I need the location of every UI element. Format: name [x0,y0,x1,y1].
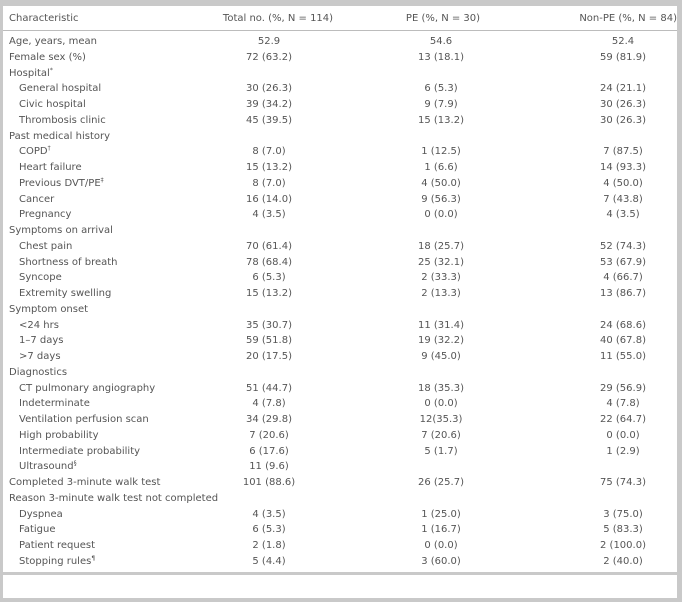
cell-total: 59 (51.8) [246,335,292,347]
cell-non-pe: 7 (43.8) [603,193,643,205]
table-row [3,349,677,365]
header-characteristic: Characteristic [9,13,79,24]
table-row [3,66,677,82]
cell-total: 72 (63.2) [246,51,292,63]
table-row [3,129,677,145]
row-label-text: Intermediate probability [19,445,141,457]
header-total: Total no. (%, N = 114) [222,13,334,24]
cell-pe: 3 (60.0) [421,555,461,567]
cell-total: 78 (68.4) [246,256,292,268]
footnote-marker: † [47,145,51,153]
row-label [19,97,86,113]
cell-pe: 11 (31.4) [418,319,464,331]
row-label [19,554,95,570]
row-label-text: Pregnancy [19,209,72,221]
cell-total: 7 (20.6) [249,429,289,441]
table-footer-divider [3,572,677,575]
cell-non-pe: 59 (81.9) [600,51,646,63]
cell-pe: 13 (18.1) [418,51,464,63]
row-label [19,176,104,192]
cell-pe: 18 (25.7) [418,240,464,252]
cell-pe: 9 (45.0) [421,351,461,362]
row-label-text: >7 days [19,351,61,362]
cell-pe: 18 (35.3) [418,382,464,394]
table-row [3,491,677,507]
cell-non-pe: 40 (67.8) [600,335,646,347]
header-pe: PE (%, N = 30) [405,13,481,24]
row-label-text: Heart failure [19,162,82,173]
row-label-text: Thrombosis clinic [19,114,106,126]
cell-total: 11 (9.6) [249,461,289,473]
cell-pe: 19 (32.2) [418,335,464,347]
table-header [3,6,677,31]
table-row [3,507,677,523]
cell-pe: 9 (56.3) [421,193,461,205]
row-label-text: Ultrasound [19,461,74,473]
footnote-marker: ¶ [91,554,96,562]
table-row [3,302,677,318]
row-label-text: Dyspnea [19,508,63,520]
row-label-text: CT pulmonary angiography [19,382,156,394]
cell-total: 39 (34.2) [246,99,292,110]
table-row [3,459,677,475]
row-label-text: Symptom onset [9,303,89,315]
row-label [19,255,118,271]
row-label [19,538,95,554]
row-label-text: Previous DVT/PE [19,177,101,189]
row-label [19,412,149,428]
row-label [9,223,113,239]
cell-total: 20 (17.5) [246,351,292,362]
cell-non-pe: 53 (67.9) [600,256,646,268]
cell-non-pe: 2 (100.0) [600,540,646,551]
cell-pe: 0 (0.0) [424,540,458,551]
row-label [19,428,99,444]
cell-non-pe: 24 (68.6) [600,319,646,331]
table-row [3,207,677,223]
cell-non-pe: 1 (2.9) [606,445,640,457]
cell-non-pe: 30 (26.3) [600,99,646,110]
cell-total: 4 (3.5) [252,508,286,520]
cell-non-pe: 2 (40.0) [603,555,643,567]
row-label [9,129,110,145]
row-label [9,491,218,507]
cell-total: 52.9 [257,36,281,47]
table-row [3,286,677,302]
cell-non-pe: 14 (93.3) [600,162,646,173]
table-row [3,192,677,208]
cell-total: 15 (13.2) [246,162,292,173]
row-label-text: Completed 3-minute walk test [9,477,161,488]
row-label-text: COPD [19,146,48,158]
row-label-text: Extremity swelling [19,288,112,299]
cell-pe: 1 (25.0) [421,508,461,520]
table-row [3,554,677,570]
table-row [3,81,677,97]
cell-non-pe: 11 (55.0) [600,351,646,362]
table-row [3,97,677,113]
cell-total: 5 (4.4) [252,555,286,567]
row-label [19,192,54,208]
table-row [3,396,677,412]
cell-total: 8 (7.0) [252,177,286,189]
cell-non-pe: 0 (0.0) [606,429,640,441]
cell-total: 70 (61.4) [246,240,292,252]
row-label [19,522,56,538]
row-label [19,239,72,255]
table-row [3,50,677,66]
row-label [19,144,51,160]
row-label-text: General hospital [19,83,102,95]
cell-pe: 25 (32.1) [418,256,464,268]
cell-pe: 9 (7.9) [424,99,458,110]
row-label-text: Patient request [19,540,96,551]
cell-total: 16 (14.0) [246,193,292,205]
cell-non-pe: 75 (74.3) [600,477,646,488]
row-label [19,507,63,523]
row-label [9,302,88,318]
cell-non-pe: 52.4 [611,36,635,47]
row-label [19,207,71,223]
row-label [19,270,62,286]
cell-total: 6 (5.3) [252,524,286,536]
row-label [19,318,59,334]
table-row [3,381,677,397]
table-row [3,475,677,491]
table-row [3,522,677,538]
row-label [19,160,82,176]
cell-pe: 6 (5.3) [424,83,458,95]
cell-pe: 12(35.3) [419,414,463,425]
row-label [19,396,90,412]
cell-pe: 1 (12.5) [421,146,461,158]
cell-non-pe: 52 (74.3) [600,240,646,252]
row-label-text: Female sex (%) [9,51,86,63]
cell-total: 6 (5.3) [252,272,286,284]
footnote-marker: ‡ [100,176,104,184]
cell-pe: 1 (16.7) [421,524,461,536]
row-label-text: Stopping rules [19,555,92,567]
table-row [3,160,677,176]
cell-non-pe: 7 (87.5) [603,146,643,158]
row-label-text: Age, years, mean [9,36,97,47]
cell-pe: 4 (50.0) [421,177,461,189]
row-label [9,475,160,491]
table-row [3,34,677,50]
table-row [3,144,677,160]
cell-non-pe: 22 (64.7) [600,414,646,425]
cell-non-pe: 5 (83.3) [603,524,643,536]
cell-total: 4 (7.8) [252,398,286,410]
row-label-text: <24 hrs [19,319,59,331]
row-label [19,333,64,349]
row-label [19,81,101,97]
cell-pe: 7 (20.6) [421,429,461,441]
table-row [3,365,677,381]
row-label-text: Civic hospital [19,99,86,110]
row-label-text: Shortness of breath [19,256,118,268]
table-row [3,444,677,460]
cell-non-pe: 13 (86.7) [600,288,646,299]
row-label-text: Fatigue [19,524,56,536]
row-label-text: Chest pain [19,240,73,252]
cell-non-pe: 4 (50.0) [603,177,643,189]
row-label-text: Diagnostics [9,366,68,378]
cell-total: 35 (30.7) [246,319,292,331]
cell-total: 6 (17.6) [249,445,289,457]
row-label-text: Reason 3-minute walk test not completed [9,492,219,504]
row-label [9,50,86,66]
row-label [9,34,97,50]
row-label [9,365,67,381]
cell-non-pe: 4 (66.7) [603,272,643,284]
cell-total: 8 (7.0) [252,146,286,158]
cell-pe: 54.6 [429,36,453,47]
cell-pe: 5 (1.7) [424,445,458,457]
table-row [3,176,677,192]
row-label [19,444,140,460]
cell-pe: 26 (25.7) [418,477,464,488]
row-label [19,286,111,302]
cell-pe: 1 (6.6) [424,162,458,173]
cell-non-pe: 30 (26.3) [600,114,646,126]
cell-pe: 0 (0.0) [424,398,458,410]
cell-total: 45 (39.5) [246,114,292,126]
cell-non-pe: 24 (21.1) [600,83,646,95]
cell-total: 2 (1.8) [252,540,286,551]
row-label-text: Indeterminate [19,398,90,410]
footnote-marker: * [49,66,53,74]
cell-pe: 15 (13.2) [418,114,464,126]
row-label-text: Hospital [9,67,50,79]
cell-total: 15 (13.2) [246,288,292,299]
cell-pe: 2 (13.3) [421,288,461,299]
row-label-text: Ventilation perfusion scan [19,414,149,425]
table-row [3,270,677,286]
row-label [19,349,61,365]
row-label [19,113,106,129]
cell-pe: 0 (0.0) [424,209,458,221]
cell-pe: 2 (33.3) [421,272,461,284]
row-label-text: Syncope [19,272,62,284]
table-row [3,538,677,554]
cell-non-pe: 4 (7.8) [606,398,640,410]
table-row [3,239,677,255]
row-label-text: 1–7 days [19,335,64,347]
row-label [19,381,155,397]
table-row [3,428,677,444]
table-row [3,318,677,334]
cell-total: 101 (88.6) [242,477,296,488]
table-row [3,255,677,271]
cell-total: 30 (26.3) [246,83,292,95]
cell-total: 4 (3.5) [252,209,286,221]
row-label [19,459,77,475]
table-panel [3,6,677,598]
footnote-marker: § [73,460,77,468]
row-label-text: High probability [19,429,99,441]
cell-total: 34 (29.8) [246,414,292,425]
row-label-text: Past medical history [9,130,111,142]
cell-non-pe: 3 (75.0) [603,508,643,520]
cell-total: 51 (44.7) [246,382,292,394]
table-row [3,412,677,428]
header-non-pe: Non-PE (%, N = 84) [579,13,677,24]
row-label [9,66,53,82]
table-row [3,113,677,129]
row-label-text: Cancer [19,193,55,205]
table-row [3,223,677,239]
cell-non-pe: 29 (56.9) [600,382,646,394]
cell-non-pe: 4 (3.5) [606,209,640,221]
row-label-text: Symptoms on arrival [9,225,113,236]
table-row [3,333,677,349]
